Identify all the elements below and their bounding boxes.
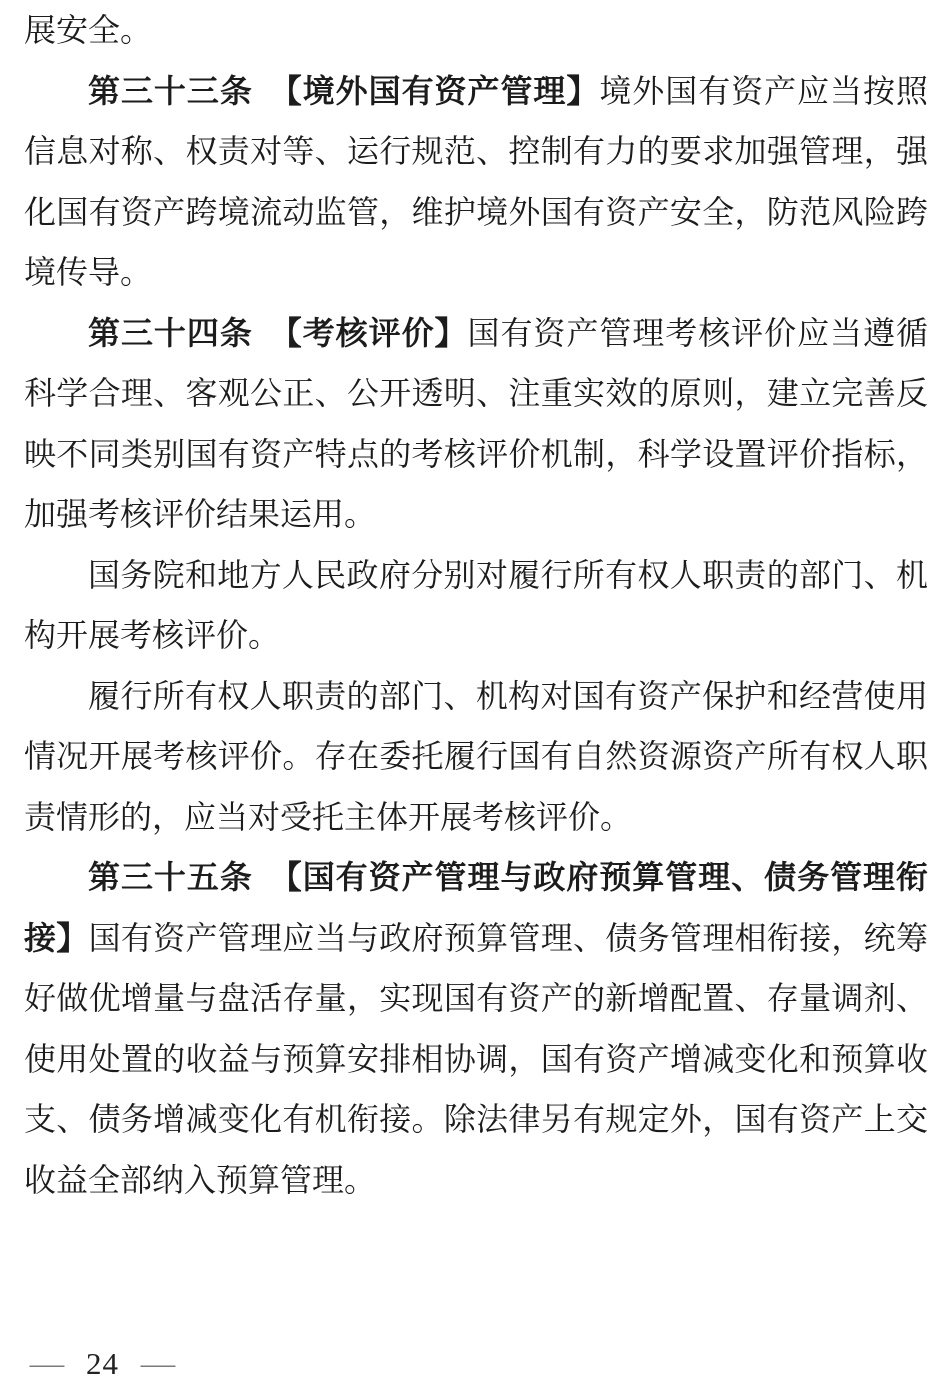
text-line bbox=[24, 363, 928, 424]
body-text-segment: 映不同类别国有资产特点的考核评价机制，科学设置评价指标， bbox=[24, 435, 928, 472]
body-text-segment: 收益全部纳入预算管理。 bbox=[24, 1161, 377, 1198]
text-line bbox=[24, 726, 928, 787]
text-line bbox=[24, 61, 928, 122]
body-text-segment: 科学合理、客观公正、公开透明、注重实效的原则，建立完善反 bbox=[24, 375, 928, 411]
body-text-segment: 构开展考核评价。 bbox=[24, 617, 281, 653]
text-line bbox=[24, 1150, 928, 1211]
body-text-segment: 责情形的，应当对受托主体开展考核评价。 bbox=[24, 798, 633, 835]
body-text-segment: 情况开展考核评价。存在委托履行国有自然资源资产所有权人职 bbox=[24, 738, 928, 774]
article-heading-segment: 第三十五条 【国有资产管理与政府预算管理、债务管理衔 bbox=[88, 859, 928, 895]
text-line bbox=[24, 968, 928, 1029]
text-line bbox=[24, 424, 928, 485]
body-text-segment: 境外国有资产应当按照 bbox=[599, 72, 928, 109]
body-text-segment: 国有资产管理考核评价应当遵循 bbox=[467, 314, 928, 351]
body-text-segment: 好做优增量与盘活存量，实现国有资产的新增配置、存量调剂、 bbox=[24, 980, 928, 1016]
text-line bbox=[24, 242, 928, 303]
body-text-segment: 展安全。 bbox=[24, 12, 153, 48]
text-line bbox=[24, 605, 928, 666]
text-line bbox=[24, 666, 928, 727]
text-line bbox=[24, 303, 928, 364]
body-text-segment: 信息对称、权责对等、运行规范、控制有力的要求加强管理，强 bbox=[24, 133, 928, 169]
body-text-segment: 国有资产管理应当与政府预算管理、债务管理相衔接，统筹 bbox=[88, 919, 928, 956]
text-line bbox=[24, 182, 928, 243]
page-footer bbox=[29, 1344, 176, 1384]
text-line bbox=[24, 121, 928, 182]
text-line bbox=[24, 484, 928, 545]
text-line bbox=[24, 1029, 928, 1090]
body-text-segment: 加强考核评价结果运用。 bbox=[24, 496, 377, 532]
body-text-segment: 支、债务增减变化有机衔接。除法律另有规定外，国有资产上交 bbox=[24, 1101, 928, 1137]
page-number: 24 bbox=[86, 1346, 119, 1381]
body-text-segment: 履行所有权人职责的部门、机构对国有资产保护和经营使用 bbox=[88, 677, 928, 714]
body-text-segment: 化国有资产跨境流动监管，维护境外国有资产安全，防范风险跨 bbox=[24, 193, 928, 230]
footer-dash-right: — bbox=[140, 1347, 176, 1380]
body-text-segment: 境传导。 bbox=[24, 254, 153, 290]
body-text-segment: 国务院和地方人民政府分别对履行所有权人职责的部门、机 bbox=[88, 556, 928, 593]
text-line bbox=[24, 545, 928, 606]
document-body bbox=[24, 0, 928, 1210]
body-text-segment: 使用处置的收益与预算安排相协调，国有资产增减变化和预算收 bbox=[24, 1040, 928, 1077]
text-line bbox=[24, 847, 928, 908]
text-line bbox=[24, 787, 928, 848]
text-line bbox=[24, 0, 928, 61]
text-line bbox=[24, 908, 928, 969]
article-heading-segment: 第三十四条 【考核评价】 bbox=[88, 314, 468, 351]
article-heading-segment: 第三十三条 【境外国有资产管理】 bbox=[88, 72, 600, 109]
text-line bbox=[24, 1089, 928, 1150]
footer-dash-left: — bbox=[29, 1347, 65, 1380]
article-heading-segment: 接】 bbox=[24, 919, 89, 956]
